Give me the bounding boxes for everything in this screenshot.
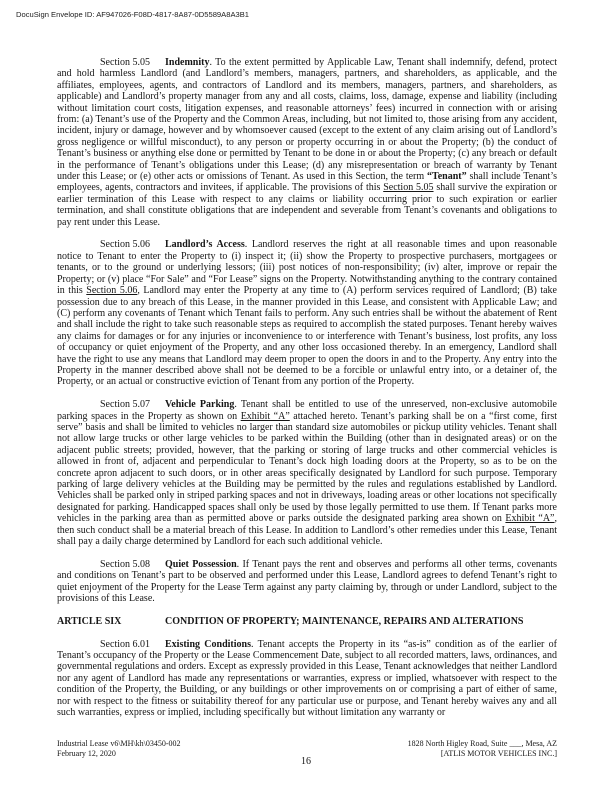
footer-address: 1828 North Higley Road, Suite ___, Mesa, AZ <box>407 739 557 748</box>
docusign-envelope-id: DocuSign Envelope ID: AF947026-F08D-4817-8A87-0D5589A8A3B1 <box>16 10 250 19</box>
section-5-05-label: Section 5.05 <box>100 57 150 68</box>
paragraph-section-5-06: Section 5.06 Landlord’s Access. Landlord reserves the right at all reasonable times and upon reasonable notice to Tenant to enter the Property to (i) inspect it; (ii) show the Property to prospective purchasers, mortgagees or tenants, or to the ground or underlying lessors; (iii) post notices of non-responsibility; (iv) alter, improve or repair the Property; or (v) place “For Sale” and “For Lease” signs on the Property. Notwithstanding anything to the contrary contained in this Section 5.06, Landlord may enter the Property at any time to (A) perform services required of Landlord; (B) take possession due to any breach of this Lease, in the manner provided in this Lease, and consistent with Applicable Law; and (C) perform any covenants of Tenant which Tenant fails to perform. Any such entries shall be without the abatement of Rent and shall include the right to take such reasonable steps as required to accomplish the stated purposes. Tenant hereby waives any claims for damages or for any injuries or inconvenience to or interference with Tenant’s business, lost profits, any loss of occupancy or quiet enjoyment of the Property, and any other loss occasioned thereby. In an emergency, Landlord shall have the right to use any means that Landlord may deem proper to open the doors in and to the Property. Any entry into the Property in the manner described above shall not be deemed to be a forcible or unlawful entry into, or a detainer of, the Property, or an actual or constructive eviction of Tenant from any portion of the Property. <box>57 239 557 388</box>
footer-company: [ATLIS MOTOR VEHICLES INC.] <box>440 748 557 758</box>
page-number: 16 <box>301 756 311 767</box>
paragraph-section-6-01: Section 6.01 Existing Conditions. Tenant accepts the Property in its “as-is” condition as of the earlier of Tenant’s occupancy of the Property or the Lease Commencement Date, subject to all recorded matters, laws, ordinances, and governmental regulations and orders. Except as expressly provided in this Lease, Tenant acknowledges that neither Landlord nor any agent of Landlord has made any representations or warranties, express or implied, whatsoever with respect to the condition of the Property, the Building, or any buildings or other improvements on or comprising a part of either of same, nor with respect to the fitness or suitability thereof for any particular use or purpose, and Tenant hereby waives any and all such warranties, express or implied, including specifically but without limitation any warranty or <box>57 638 557 719</box>
paragraph-article-six-heading: ARTICLE SIX CONDITION OF PROPERTY; MAINTENANCE, REPAIRS AND ALTERATIONS <box>57 615 524 627</box>
paragraph-section-5-07: Section 5.07 Vehicle Parking. Tenant shall be entitled to use of the unreserved, non-exclusive automobile parking spaces in the Property as shown on Exhibit “A” attached hereto. Tenant’s parking shall be on a “first come, first serve” basis and shall be limited to vehicles no larger than standard size automobiles or pickup utility vehicles. Tenant shall not allow large trucks or other large vehicles to be parked within the Building (other than in designated areas) or on the adjacent public streets; provided, however, that the parking or storing of large trucks and other commercial vehicles is allowed in front of, adjacent and perpendicular to Tenant’s dock high loading doors at the Property, so as to be on the concrete apron adjacent to such doors, or in other areas specifically designated by Landlord for such purpose. Temporary parking of large delivery vehicles at the Building may be permitted by the rules and regulations established by Landlord. Vehicles shall be parked only in striped parking spaces and not in driveways, loading areas or other locations not specifically designated for parking. Handicapped spaces shall only be used by those legally permitted to use them. If Tenant parks more vehicles in the parking area than as permitted above or parks outside the designated parking area shown on Exhibit “A”, then such conduct shall be a material breach of this Lease. In addition to Landlord’s other remedies under this Lease, Tenant shall pay a daily charge determined by Landlord for each such additional vehicle. <box>57 399 557 548</box>
paragraph-section-5-08: Section 5.08 Quiet Possession. If Tenant pays the rent and observes and performs all other terms, covenants and conditions on Tenant’s part to be observed and performed under this Lease, Landlord agrees to defend Tenant’s right to quiet enjoyment of the Property for the Lease Term against any party claiming by, through or under Landlord, subject to the provisions of this Lease. <box>57 558 557 605</box>
footer-date: February 12, 2020 <box>57 748 116 758</box>
section-6-01-label: Section 6.01 <box>100 638 150 650</box>
section-5-06-label: Section 5.06 <box>100 239 150 251</box>
section-5-07-label: Section 5.07 <box>100 399 150 411</box>
footer-document-id: Industrial Lease v6\MH\kh\03450-002 <box>57 739 181 748</box>
section-5-08-label: Section 5.08 <box>100 558 150 570</box>
paragraph-section-5-05: Section 5.05 Indemnity. To the extent permitted by Applicable Law, Tenant shall indemnify, defend, protect and hold harmless Landlord (and Landlord’s members, managers, partners, and shareholders, as applicable, and the affiliates, employees, agents, and contractors of Landlord and its members, managers, partners, and shareholders, as applicable) and Landlord’s property manager from any and all costs, claims, loss, damage, expense and liability (including without limitation court costs, litigation expenses, and reasonable attorneys’ fees) incurred in connection with or arising from: (a) Tenant’s use of the Property and the Common Areas, including, but not limited to, those arising from any accident, incident, injury or damage, however and by whomsoever caused (except to the extent of any claim arising out of Landlord’s gross negligence or willful misconduct), to any person or property occurring in or about the Property; (b) the conduct of Tenant’s business or anything else done or permitted by Tenant to be done in or about the Property; (c) any breach or default in the performance of Tenant’s obligations under this Lease; (d) any misrepresentation or breach of warranty by Tenant under this Lease; or (e) other acts or omissions of Tenant. As used in this Section, the term “Tenant” shall include Tenant’s employees, agents, contractors and invitees, if applicable. The provisions of this Section 5.05 shall survive the expiration or earlier termination of this Lease with respect to any claims or liability occurring prior to such expiration or earlier termination, and shall constitute obligations that are independent and severable from Tenant’s covenants and obligations to pay rent under this Lease. <box>57 57 558 228</box>
document-body <box>57 57 557 730</box>
article-six-heading-label: ARTICLE SIX <box>57 615 122 627</box>
